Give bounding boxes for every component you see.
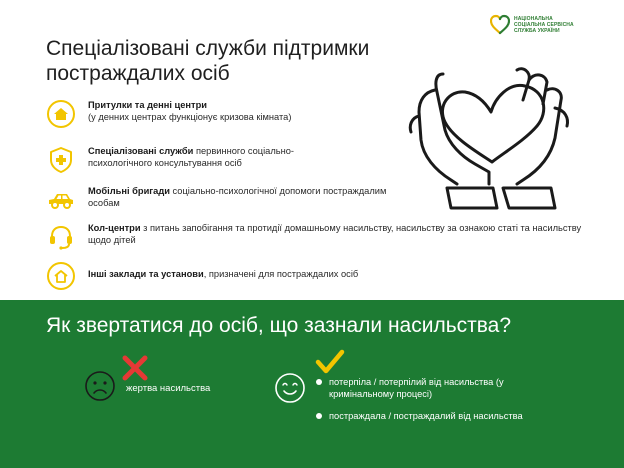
car-icon [46, 185, 76, 215]
logo-text [514, 16, 594, 34]
heart-logo-icon [490, 14, 510, 36]
smiling-face-icon [274, 372, 306, 404]
service-mobile-teams-text [88, 185, 388, 209]
service-title: Спеціалізовані служби [88, 146, 194, 156]
service-call-centers [46, 222, 598, 252]
correct-term-option [316, 410, 606, 422]
cross-icon [120, 354, 150, 382]
service-other-institutions [46, 261, 358, 291]
service-call-centers-text [88, 222, 598, 246]
service-description: з питань запобігання та протидії домашньому насильству, насильству за ознакою статі та насильству щодо дітей [88, 223, 582, 245]
sad-face-icon [84, 370, 116, 402]
logo-line: СОЦІАЛЬНА СЕРВІСНА [514, 22, 574, 28]
correct-term: потерпіла / потерпілий від насильства (у кримінальному процесі) [329, 377, 504, 399]
headset-icon [46, 222, 76, 252]
hands-heart-icon [405, 60, 580, 210]
service-description: первинного соціально-психологічного консультування осіб [88, 146, 294, 168]
service-mobile-teams [46, 185, 388, 215]
page-title: Спеціалізовані служби підтримки постраждалих осіб [46, 37, 370, 85]
service-title: Кол-центри [88, 223, 141, 233]
service-title: Мобільні бригади [88, 186, 170, 196]
medical-shield-icon [46, 145, 76, 175]
service-title: Притулки та денні центри [88, 100, 207, 110]
house-outline-icon [46, 261, 76, 291]
service-specialized-text [88, 145, 328, 169]
incorrect-term: жертва насильства [126, 383, 211, 394]
service-description: (у денних центрах функціонує кризова кімната) [88, 112, 292, 122]
correct-term-option [316, 376, 556, 400]
logo-line: НАЦІОНАЛЬНА [514, 16, 553, 22]
correct-term: постраждала / постраждалий від насильства [329, 411, 523, 421]
service-shelters-text [88, 99, 291, 123]
service-title: Інші заклади та установи [88, 269, 204, 279]
service-description: соціально-психологічної допомоги постраждалим особам [88, 186, 387, 208]
logo-line: СЛУЖБА УКРАЇНИ [514, 28, 560, 34]
checkmark-icon [314, 348, 346, 376]
house-icon [46, 99, 76, 129]
question-heading: Як звертатися до осіб, що зазнали насильства? [46, 314, 512, 337]
service-specialized [46, 145, 328, 175]
service-shelters [46, 99, 291, 129]
service-description: , призначені для постраждалих осіб [203, 269, 359, 279]
service-other-institutions-text [88, 268, 358, 280]
nsssu-logo [490, 14, 594, 36]
bullet-icon [316, 413, 322, 419]
bullet-icon [316, 379, 322, 385]
